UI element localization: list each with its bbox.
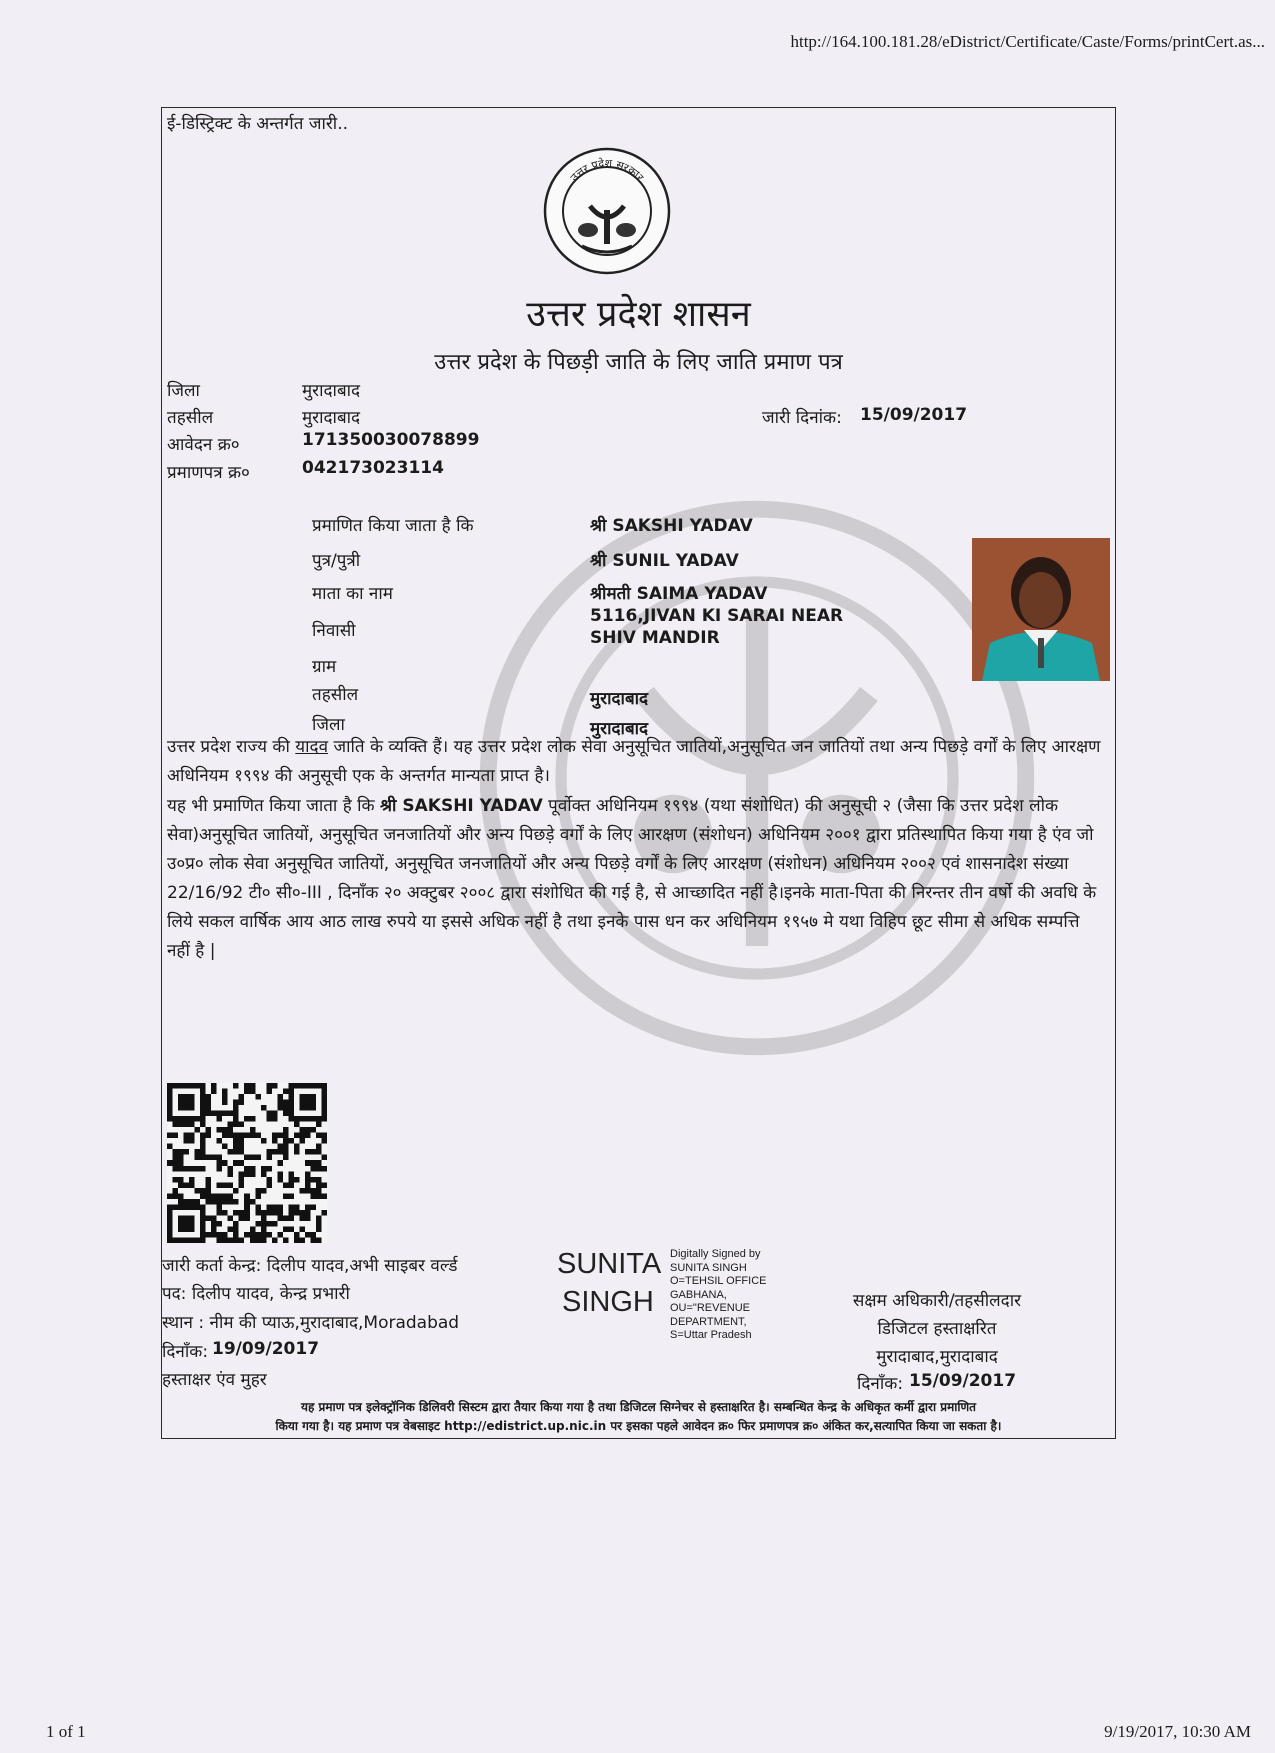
issuer-centre: जारी कर्ता केन्द्र: दिलीप यादव,अभी साइबर वर्ल्ड: [162, 1256, 458, 1276]
address-line1: 5116,JIVAN KI SARAI NEAR: [590, 606, 844, 626]
person-label-son-daughter: पुत्र/पुत्री: [312, 551, 361, 571]
person-label-resident: निवासी: [312, 621, 356, 641]
applicant-name: श्री SAKSHI YADAV: [590, 516, 753, 536]
person-label-tehsil: तहसील: [312, 685, 359, 705]
certificate-title: उत्तर प्रदेश शासन: [526, 294, 751, 335]
header-label-application-no: आवेदन क्र०: [167, 435, 240, 455]
page-counter: 1 of 1: [46, 1722, 86, 1741]
mother-name: श्रीमती SAIMA YADAV: [590, 584, 768, 604]
verification-note-line2: किया गया है। यह प्रमाण पत्र वेबसाइट http://edistrict.up.nic.in पर इसका पहले आवेदन क्र० फिर प्रमाणपत्र क्र० अंकित कर,सत्यापित किया जा सकता है।: [275, 1419, 1002, 1433]
issue-date-label: जारी दिनांक:: [762, 408, 842, 428]
address-line2: SHIV MANDIR: [590, 628, 720, 648]
caste-name: यादव: [295, 737, 329, 757]
verification-note-line1: यह प्रमाण पत्र इलेक्ट्रॉनिक डिलिवरी सिस्टम द्वारा तैयार किया गया है तथा डिजिटल सिग्नेचर से हस्ताक्षरित है। सम्बन्धित केन्द्र के अधिकृत कर्मी द्वारा प्रमाणित: [301, 1400, 976, 1414]
issuer-date: 19/09/2017: [212, 1339, 320, 1359]
person-label-village: ग्राम: [312, 657, 337, 677]
applicant-photo: [972, 538, 1110, 681]
issuer-date-label: दिनाँक:: [162, 1342, 209, 1362]
creamy-layer-paragraph: यह भी प्रमाणित किया जाता है कि श्री SAKSHI YADAV पूर्वोक्त अधिनियम १९९४ (यथा संशोधित) की अनुसूची २ (जैसा कि उत्तर प्रदेश लोक सेवा)अनुसूचित जातियों, अनुसूचित जनजातियों और अन्य पिछड़े वर्गों के लिए आरक्षण (संशोधन) अधिनियम २००१ द्वारा प्रतिस्थापित किया गया है एंव जो उ०प्र० लोक सेवा अनुसूचित जातियों, अनुसूचित जनजातियों और अन्य पिछड़े वर्गों के लिए आरक्षण (संशोधन) अधिनियम २००२ एवं शासनादेश संख्या 22/16/92 टी० सी०-III , दिनाँक २० अक्टुबर २००८ द्वारा संशोधित की गई है, से आच्छादित नहीं है।इनके माता-पिता की निरन्तर तीन वर्षो की अवधि के लिये सकल वार्षिक आय आठ लाख रुपये या इससे अधिक नहीं है तथा इनके पास धन कर अधिनियम १९५७ मे यथा विहिप छूट सीमा से अधिक सम्पत्ति नहीं है |: [167, 796, 1097, 961]
caste-paragraph: उत्तर प्रदेश राज्य की यादव जाति के व्यक्ति हैं। यह उत्तर प्रदेश लोक सेवा अनुसूचित जातियों,अनुसूचित जन जातियों तथा अन्य पिछड़े वर्गों के लिए आरक्षण अधिनियम १९९४ की अनुसूची एक के अन्तर्गत मान्यता प्राप्त है।: [167, 737, 1101, 786]
certificate-number: 042173023114: [302, 458, 444, 478]
header-value-tehsil: मुरादाबाद: [302, 408, 361, 428]
person-label-mother: माता का नाम: [312, 584, 393, 604]
authority-signed: डिजिटल हस्ताक्षरित: [877, 1319, 997, 1339]
authority-date: 15/09/2017: [909, 1371, 1017, 1391]
print-timestamp: 9/19/2017, 10:30 AM: [1104, 1722, 1251, 1741]
issuer-sign-label: हस्ताक्षर एंव मुहर: [162, 1370, 267, 1390]
digital-signature-details: Digitally Signed by SUNITA SINGH O=TEHSIL OFFICE GABHANA, OU="REVENUE DEPARTMENT, S=Uttar Pradesh: [670, 1248, 767, 1341]
person-tehsil: मुरादाबाद: [590, 689, 649, 709]
application-number: 171350030078899: [302, 430, 480, 450]
header-label-tehsil: तहसील: [167, 408, 214, 428]
issued-under-label: ई-डिस्ट्रिक्ट के अन्तर्गत जारी..: [167, 114, 349, 134]
digital-signature-name-1: SUNITA: [557, 1248, 662, 1280]
header-label-district: जिला: [167, 381, 200, 401]
father-name: श्री SUNIL YADAV: [590, 551, 739, 571]
emblem-text: उत्तर प्रदेश सरकार: [567, 156, 647, 185]
header-label-certificate-no: प्रमाणपत्र क्र०: [167, 463, 250, 483]
digital-signature-name-2: SINGH: [562, 1286, 654, 1318]
authority-date-label: दिनाँक:: [857, 1374, 904, 1394]
verification-qr-code: [167, 1083, 327, 1243]
paragraph-applicant-name: श्री SAKSHI YADAV: [380, 796, 543, 816]
person-label-certified: प्रमाणित किया जाता है कि: [312, 516, 474, 536]
issuer-post: पद: दिलीप यादव, केन्द्र प्रभारी: [162, 1284, 350, 1304]
certificate-subtitle: उत्तर प्रदेश के पिछड़ी जाति के लिए जाति प्रमाण पत्र: [434, 350, 843, 375]
header-value-district: मुरादाबाद: [302, 381, 361, 401]
issuer-place: स्थान : नीम की प्याऊ,मुरादाबाद,Moradabad: [162, 1313, 460, 1333]
person-label-district: जिला: [312, 715, 345, 735]
issue-date: 15/09/2017: [860, 405, 968, 425]
authority-place: मुरादाबाद,मुरादाबाद: [876, 1347, 998, 1367]
caste-certificate: [161, 107, 1116, 1439]
up-government-emblem-icon: [542, 146, 672, 276]
person-district: मुरादाबाद: [590, 719, 649, 739]
print-url: http://164.100.181.28/eDistrict/Certificate/Caste/Forms/printCert.as...: [790, 32, 1265, 51]
authority-title: सक्षम अधिकारी/तहसीलदार: [852, 1291, 1022, 1311]
